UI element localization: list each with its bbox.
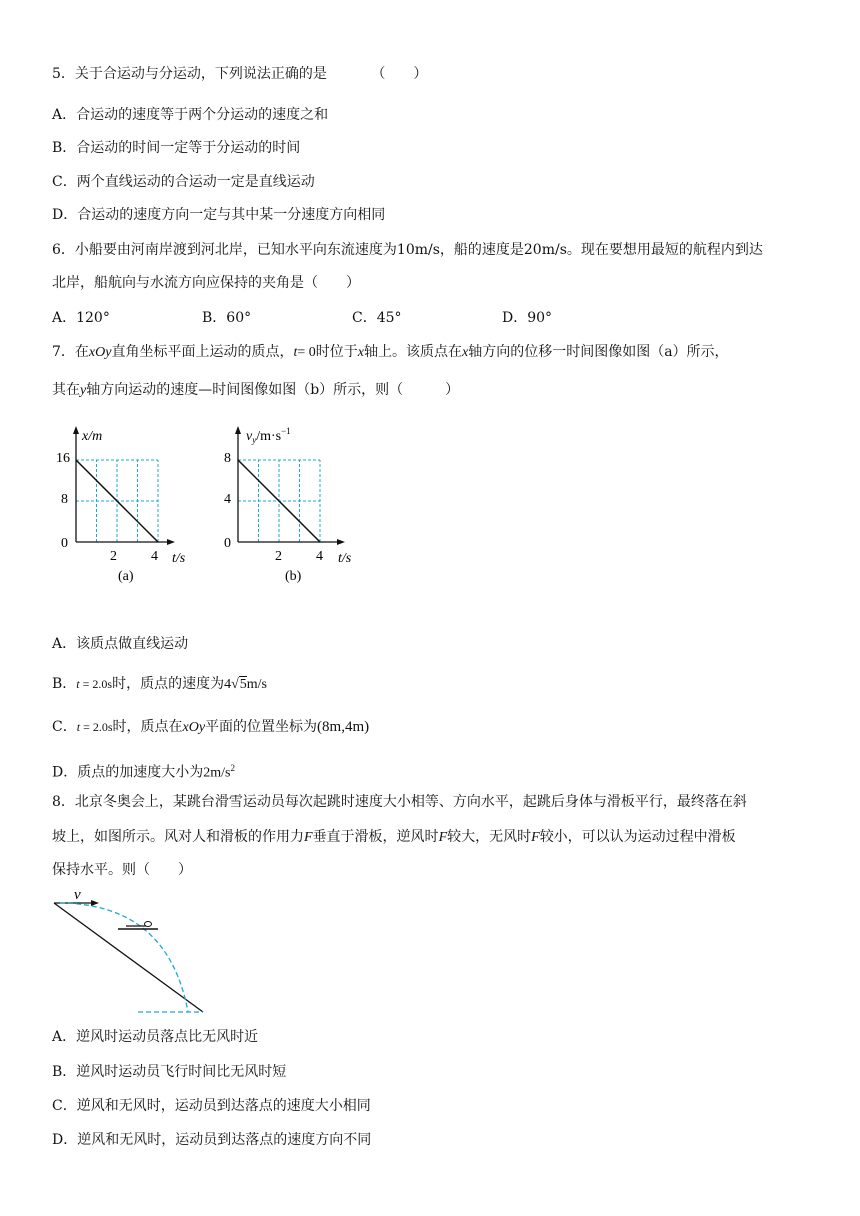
- q7-text: 其在: [52, 382, 80, 398]
- q5-stem-text: 5．关于合运动与分运动，下列说法正确的是: [52, 66, 327, 82]
- q7-t-var: t: [293, 345, 298, 360]
- trajectory-curve: [60, 903, 188, 1012]
- q7-text: 时位于: [315, 344, 358, 360]
- graph-b-caption: (b): [285, 569, 302, 584]
- graph-a-caption: (a): [118, 569, 134, 584]
- graph-a-x-arrow: [167, 539, 175, 545]
- graph-a-ytick-0: 0: [61, 536, 68, 551]
- q6-option-a: A．120°: [52, 310, 110, 326]
- q7-t-eq: = 0: [297, 345, 316, 360]
- q7-option-d-text: D．质点的加速度大小为: [52, 764, 204, 781]
- q7-text: 轴方向运动的速度—时间图像如图（b）所示，则（ ）: [86, 382, 460, 398]
- graph-a-ytick-8: 8: [61, 492, 68, 507]
- q7-text: 轴上。该质点在: [363, 344, 462, 360]
- q5-option-b: B．合运动的时间一定等于分运动的时间: [52, 140, 301, 156]
- q8-option-d: D．逆风和无风时，运动员到达落点的速度方向不同: [52, 1132, 372, 1148]
- q8-line2: [52, 827, 736, 848]
- q7-text: 7．在: [52, 344, 89, 360]
- q7-option-b-unit: m/s: [246, 677, 267, 692]
- q7-option-c-letter: C．: [52, 719, 77, 735]
- q5-option-d: D．合运动的速度方向一定与其中某一分速度方向相同: [52, 207, 386, 223]
- graph-a-ytick-16: 16: [56, 451, 70, 466]
- q7-x-var: x: [357, 345, 364, 360]
- graph-b-ytick-4: 4: [224, 492, 231, 507]
- skier-head: [145, 922, 152, 927]
- q8-text: 垂直于滑板，逆风时: [312, 829, 439, 845]
- q7-option-b-coef: 4: [224, 677, 232, 692]
- q7-option-b-radicand: 5: [239, 677, 247, 692]
- q8-f-var: F: [438, 830, 448, 845]
- graph-b-ylabel: $v_y/m\cdot s^{-1}$: [246, 426, 291, 445]
- q8-f-var: F: [304, 830, 313, 845]
- q7-option-b-letter: B．: [52, 676, 77, 692]
- q8-option-a: A．逆风时运动员落点比无风时近: [52, 1029, 259, 1045]
- q8-line3: 保持水平。则（ ）: [52, 862, 192, 878]
- q6-option-d: D．90°: [502, 310, 553, 326]
- slope-line: [54, 903, 203, 1012]
- graph-a-y-arrow: [73, 426, 79, 434]
- skier-body: [126, 924, 146, 926]
- q8-option-b: B．逆风时运动员飞行时间比无风时短: [52, 1064, 287, 1080]
- sqrt-symbol: √5: [231, 677, 247, 692]
- graph-a: [48, 420, 208, 590]
- q7-text: 轴方向的位移一时间图像如图（a）所示，: [468, 344, 729, 360]
- q7-option-a: A．该质点做直线运动: [52, 636, 189, 652]
- q5-option-c: C．两个直线运动的合运动一定是直线运动: [52, 174, 315, 190]
- q5-answer-paren: （ ）: [371, 66, 428, 82]
- q7-option-b-time: = 2.0s: [79, 677, 113, 691]
- graph-b-x-arrow: [337, 539, 345, 545]
- q8-option-c: C．逆风和无风时，运动员到达落点的速度大小相同: [52, 1098, 371, 1114]
- q8-text: 较小，可以认为运动过程中滑板: [539, 829, 736, 845]
- q5-stem: [52, 64, 427, 84]
- q7-text: 直角坐标平面上运动的质点，: [111, 344, 294, 360]
- q7-option-b-text: 时，质点的速度为: [112, 676, 225, 692]
- graph-b-xtick-2: 2: [275, 549, 282, 564]
- graph-a-xtick-4: 4: [151, 549, 158, 564]
- q7-option-c-xoy: xOy: [182, 720, 206, 735]
- q7-option-d-value: 2m/s: [203, 765, 231, 781]
- q6-line2: 北岸，船航向与水流方向应保持的夹角是（ ）: [52, 275, 360, 291]
- graph-a-xlabel: t/s: [172, 551, 186, 566]
- q7-option-c-text: 时，质点在: [112, 719, 183, 735]
- q7-line2: [52, 380, 459, 401]
- q7-option-d-exp: 2: [230, 763, 235, 773]
- graph-b: [218, 420, 378, 590]
- q8-text: 坡上，如图所示。风对人和滑板的作用力: [52, 829, 304, 845]
- q8-f-var: F: [531, 830, 540, 845]
- q6-line1: 6．小船要由河南岸渡到河北岸，已知水平向东流速度为10m/s，船的速度是20m/s。现在要想用最短的航程内到达: [52, 242, 763, 258]
- q7-option-c-time: = 2.0s: [80, 720, 113, 734]
- ski-jump-figure: [48, 884, 218, 1018]
- q7-option-b-t: t: [76, 677, 80, 691]
- q7-option-c-text: 平面的位置坐标为: [205, 719, 318, 735]
- q7-x-var: x: [461, 345, 469, 360]
- graph-b-xtick-4: 4: [316, 549, 323, 564]
- graph-b-y-arrow: [235, 426, 241, 434]
- velocity-arrowhead: [91, 900, 99, 906]
- q8-text: 较大，无风时: [447, 829, 532, 845]
- graph-b-ytick-8: 8: [224, 451, 231, 466]
- graph-a-xtick-2: 2: [110, 549, 117, 564]
- graph-a-ylabel: x/m: [82, 429, 103, 444]
- q6-option-b: B．60°: [202, 310, 252, 326]
- q7-option-c-coord: (8m,4m): [317, 719, 370, 735]
- q7-line1: [52, 342, 729, 363]
- q7-y-var: y: [80, 383, 87, 398]
- velocity-label: v: [74, 887, 81, 903]
- graph-b-ytick-0: 0: [224, 536, 231, 551]
- q7-option-d: [52, 758, 235, 784]
- q7-xoy: xOy: [88, 345, 112, 360]
- q7-option-b: [52, 674, 267, 695]
- graph-b-xlabel: t/s: [338, 551, 352, 566]
- q6-option-c: C．45°: [352, 310, 402, 326]
- q7-option-c-t: t: [76, 720, 81, 734]
- q7-option-c: [52, 717, 369, 738]
- q8-line1: 8．北京冬奥会上，某跳台滑雪运动员每次起跳时速度大小相等、方向水平，起跳后身体与滑板平行，最终落在斜: [52, 794, 747, 810]
- q5-option-a: A．合运动的速度等于两个分运动的速度之和: [52, 107, 329, 123]
